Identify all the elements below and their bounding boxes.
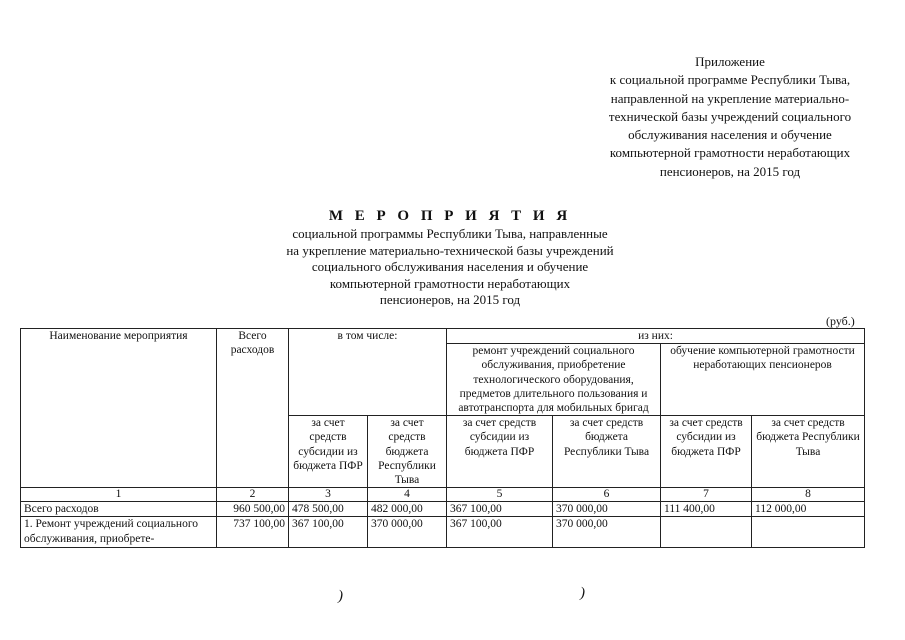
header-col-5: за счет средств субсидии из бюджета ПФР: [447, 416, 553, 488]
cell-c4: 482 000,00: [368, 502, 447, 517]
appendix-line: направленной на укрепление материально-: [610, 90, 850, 106]
header-row: [21, 329, 865, 344]
column-number: 5: [447, 488, 553, 502]
subtitle-line: компьютерной грамотности неработающих: [329, 275, 571, 291]
header-group-training: обучение компьютерной грамотности неработающих пенсионеров: [661, 344, 865, 416]
column-number: 7: [661, 488, 752, 502]
cell-c6: 370 000,00: [553, 502, 661, 517]
header-col-6: за счет средств бюджета Республики Тыва: [553, 416, 661, 488]
row-name: Всего расходов: [21, 502, 217, 517]
subtitle-line: социального обслуживания населения и обучение: [311, 259, 589, 275]
header-col-7: за счет средств субсидии из бюджета ПФР: [661, 416, 752, 488]
page-mark: ): [338, 588, 343, 604]
measures-table: [20, 328, 865, 548]
appendix-line: технической базы учреждений социального: [608, 108, 852, 124]
table-row: [21, 502, 865, 517]
cell-c7: [661, 517, 752, 548]
column-number: 6: [553, 488, 661, 502]
column-number: 8: [752, 488, 865, 502]
header-of-which: из них:: [447, 329, 865, 344]
subtitle-line: пенсионеров, на 2015 год: [379, 292, 521, 308]
cell-c3: 478 500,00: [289, 502, 368, 517]
header-total: Всего расходов: [217, 329, 289, 488]
cell-c4: 370 000,00: [368, 517, 447, 548]
appendix-header: [560, 53, 900, 181]
header-col-4: за счет средств бюджета Республики Тыва: [368, 416, 447, 488]
cell-c5: 367 100,00: [447, 502, 553, 517]
header-name: Наименование мероприятия: [21, 329, 217, 488]
header-group-repair: ремонт учреждений социального обслуживания, приобретение технологического оборудования, предметов длительного пользования и автотранспорта для мобильных бригад: [447, 344, 661, 416]
cell-c7: 111 400,00: [661, 502, 752, 517]
header-including: в том числе:: [289, 329, 447, 416]
table-row: [21, 517, 865, 548]
cell-total: 960 500,00: [217, 502, 289, 517]
cell-c3: 367 100,00: [289, 517, 368, 548]
header-col-8: за счет средств бюджета Республики Тыва: [752, 416, 865, 488]
appendix-line: пенсионеров, на 2015 год: [659, 163, 801, 179]
document-subtitle: [190, 226, 710, 309]
column-number: 1: [21, 488, 217, 502]
subtitle-line: на укрепление материально-технической базы учреждений: [286, 242, 614, 258]
cell-c6: 370 000,00: [553, 517, 661, 548]
column-number: 4: [368, 488, 447, 502]
subtitle-line: социальной программы Республики Тыва, направленные: [292, 226, 608, 241]
document-title: М Е Р О П Р И Я Т И Я: [328, 208, 572, 224]
column-number: 3: [289, 488, 368, 502]
units-label: (руб.): [826, 314, 855, 328]
appendix-line: к социальной программе Республики Тыва,: [609, 72, 851, 88]
document-heading: [190, 207, 710, 309]
cell-total: 737 100,00: [217, 517, 289, 548]
header-col-3: за счет средств субсидии из бюджета ПФР: [289, 416, 368, 488]
column-number-row: [21, 488, 865, 502]
appendix-line: Приложение: [695, 54, 765, 69]
row-name: 1. Ремонт учреждений социального обслуживания, приобрете-: [21, 517, 217, 548]
cell-c8: 112 000,00: [752, 502, 865, 517]
cell-c5: 367 100,00: [447, 517, 553, 548]
page-mark: ): [580, 585, 585, 601]
cell-c8: [752, 517, 865, 548]
column-number: 2: [217, 488, 289, 502]
appendix-line: компьютерной грамотности неработающих: [609, 145, 851, 161]
appendix-line: обслуживания населения и обучение: [628, 127, 832, 143]
